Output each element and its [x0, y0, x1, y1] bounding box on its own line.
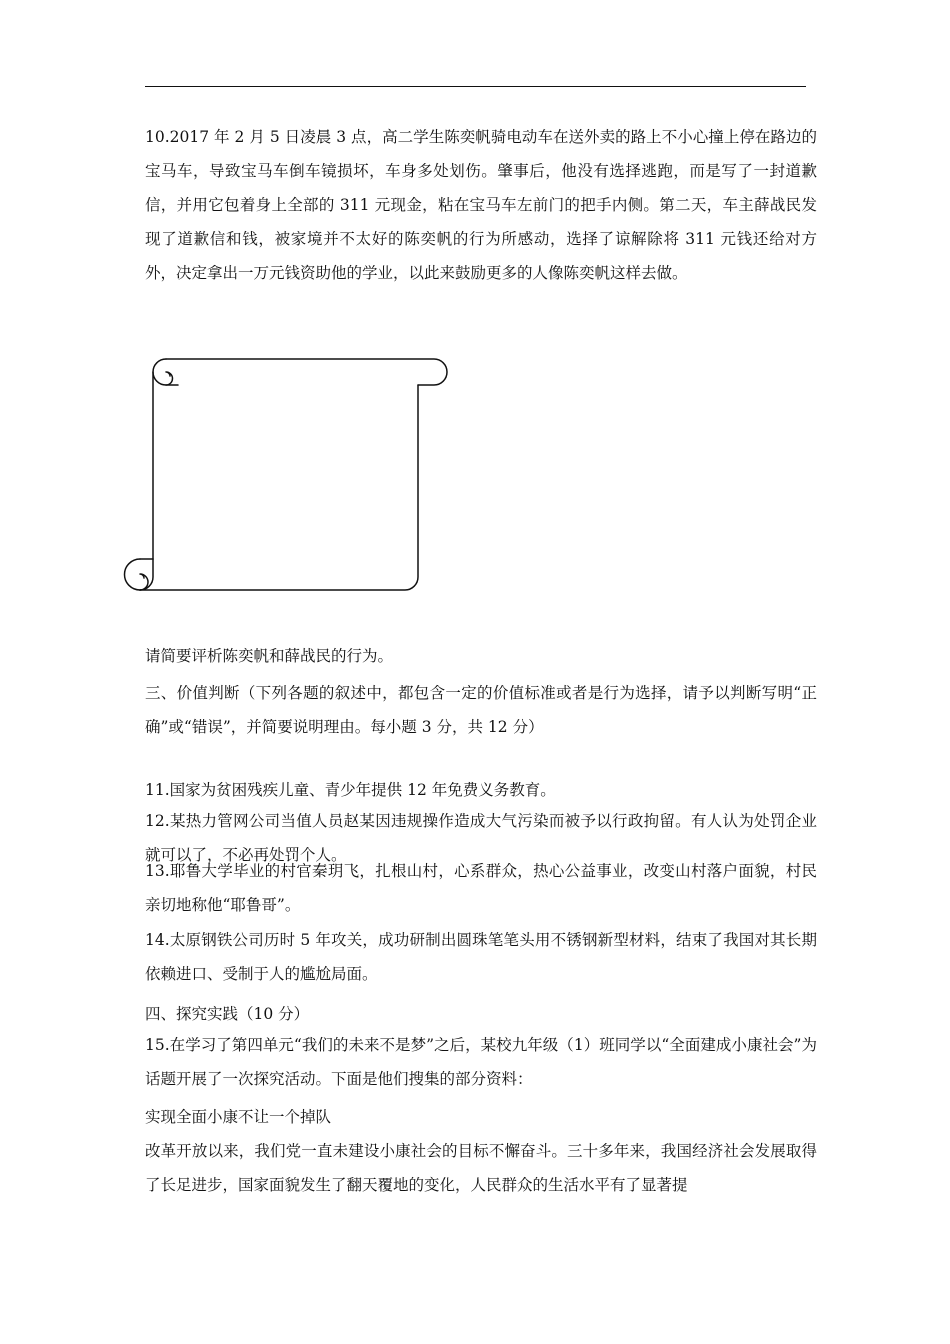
question-12: 12.某热力管网公司当值人员赵某因违规操作造成大气污染而被予以行政拘留。有人认为处罚企业就可以了，不必再处罚个人。: [145, 812, 817, 864]
material-title: 实现全面小康不让一个掉队: [145, 1108, 332, 1126]
question-10-prompt: 请简要评析陈奕帆和薛战民的行为。: [145, 647, 394, 665]
header-rule: [145, 86, 806, 87]
question-15: 15.在学习了第四单元“我们的未来不是梦”之后，某校九年级（1）班同学以“全面建成小康社会”为话题开展了一次探究活动。下面是他们搜集的部分资料：: [145, 1036, 817, 1088]
section-4-heading: 四、探究实践（10 分）: [145, 1005, 310, 1023]
material-body: 改革开放以来，我们党一直未建设小康社会的目标不懈奋斗。三十多年来，我国经济社会发展取得了长足进步，国家面貌发生了翻天覆地的变化，人民群众的生活水平有了显著提: [145, 1142, 817, 1194]
section-3-heading: 三、价值判断（下列各题的叙述中，都包含一定的价值标准或者是行为选择，请予以判断写明“正确”或“错误”，并简要说明理由。每小题 3 分，共 12 分）: [145, 684, 817, 736]
question-14: 14.太原钢铁公司历时 5 年攻关，成功研制出圆珠笔笔头用不锈钢新型材料，结束了我国对其长期依赖进口、受制于人的尴尬局面。: [145, 931, 817, 983]
scroll-answer-box-icon: [120, 355, 450, 595]
question-13: 13.耶鲁大学毕业的村官秦玥飞，扎根山村，心系群众，热心公益事业，改变山村落户面貌，村民亲切地称他“耶鲁哥”。: [145, 862, 817, 914]
question-11: 11.国家为贫困残疾儿童、青少年提供 12 年免费义务教育。: [145, 781, 556, 799]
question-10: 10.2017 年 2 月 5 日凌晨 3 点，高二学生陈奕帆骑电动车在送外卖的路上不小心撞上停在路边的宝马车，导致宝马车倒车镜损坏，车身多处划伤。肇事后，他没有选择逃跑，而是写了一封道歉信，并用它包着身上全部的 311 元现金，粘在宝马车左前门的把手内侧。第二天，车主薛战民发现了道歉信和钱，被家境并不太好的陈奕帆的行为所感动，选择了谅解除将 311 元钱还给对方外，决定拿出一万元钱资助他的学业，以此来鼓励更多的人像陈奕帆这样去做。: [145, 128, 817, 282]
